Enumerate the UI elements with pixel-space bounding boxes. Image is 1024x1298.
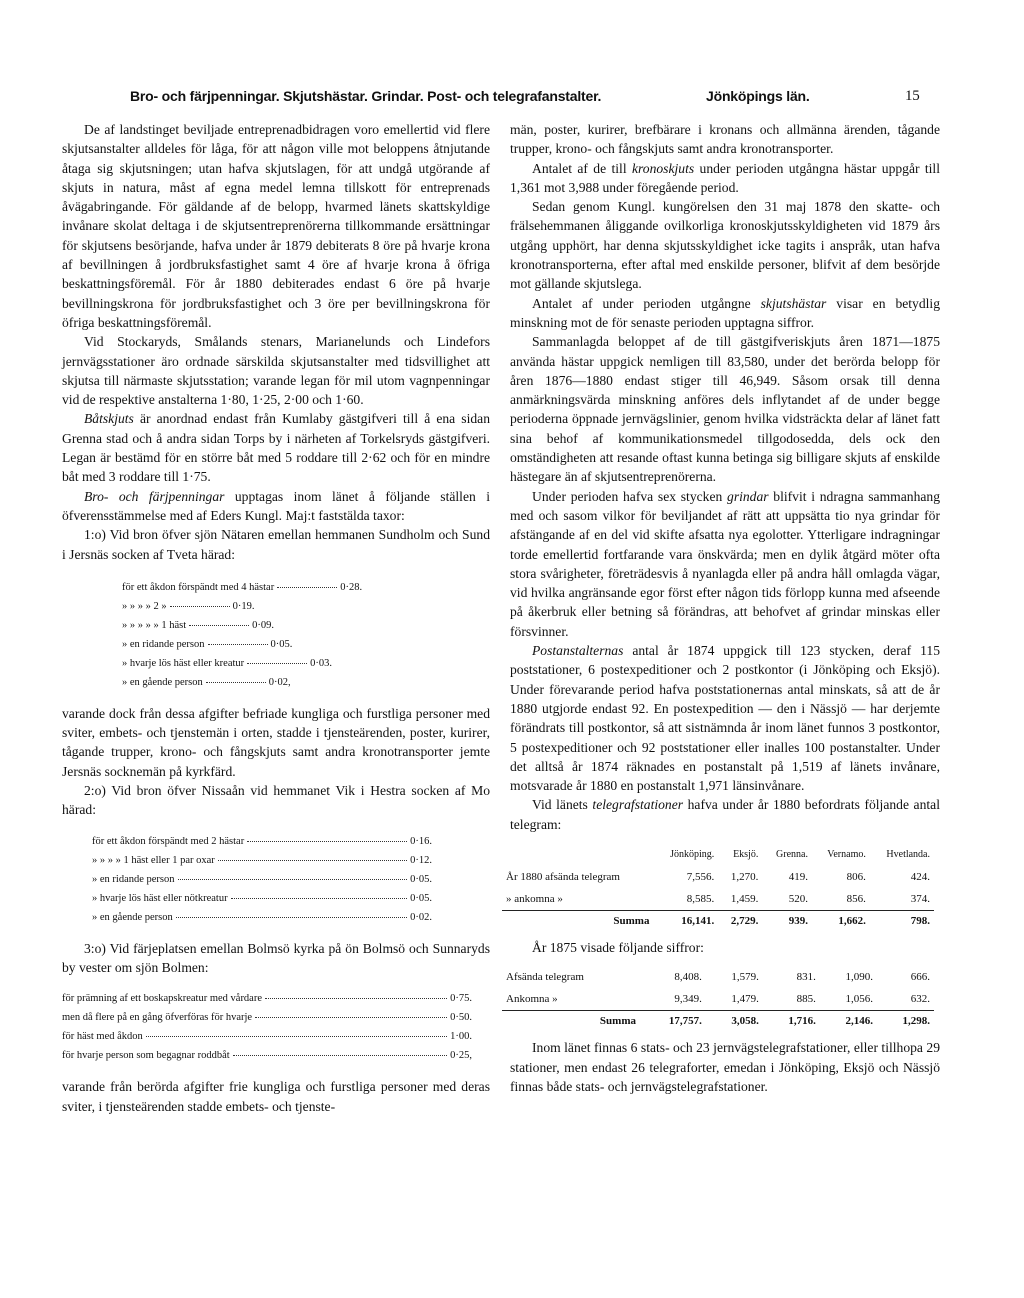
paragraph-text: upptagas inom länet å följande ställen i öfverensstämmelse med af Eders Kungl. Maj:t faststälda taxor: xyxy=(62,488,490,523)
dot-leader xyxy=(231,898,408,899)
emphasis: telegrafstationer xyxy=(592,797,684,813)
paragraph: År 1875 visade följande siffror: xyxy=(532,940,704,956)
fee-row xyxy=(62,989,472,1008)
paragraph-text: Antalet af under perioden utgångne xyxy=(532,295,761,311)
table-cell: 3,058. xyxy=(706,1011,763,1033)
table-cell: 885. xyxy=(796,992,816,1005)
fee-row xyxy=(122,597,422,616)
fee-value: 0·05. xyxy=(270,638,293,650)
fee-list-1 xyxy=(122,578,422,692)
table-cell: 17,757. xyxy=(640,1011,706,1033)
fee-row xyxy=(92,908,432,927)
fee-row xyxy=(92,889,432,908)
paragraph: varande dock från dessa afgifter befriade kungliga och furstliga personer med sviter, embets- och tjenstemän i orten, stadde i tjensteärenden, poster, kurirer, tågande trupper, krono- och fångskjuts samt andra kronotransporter jemte Jersnäs socknemän på kyrkfärd. xyxy=(62,705,490,779)
table-cell: 1,056. xyxy=(845,992,873,1005)
fee-row xyxy=(122,635,422,654)
paragraph-text: under perioden utgångna hästar uppgår till 1,361 mot 3,988 under föregående period. xyxy=(510,160,940,195)
table-cell: 1,716. xyxy=(763,1011,820,1033)
fee-label: för häst med åkdon xyxy=(62,1031,143,1043)
table-cell: 632. xyxy=(910,992,930,1005)
table-cell: 8,408. xyxy=(674,971,702,984)
table-row xyxy=(502,989,934,1011)
fee-row xyxy=(122,578,422,597)
table-cell: 7,556. xyxy=(686,871,715,884)
fee-row xyxy=(122,616,422,635)
paragraph: Vid Stockaryds, Smålands stenars, Marianelunds och Lindefors jernvägsstationer äro ordnade särskilda skjutsanstalter med tidsvillighet att skjutsa till närmaste skjutsstation; varande legan för mil utom vagnpenningar vid de respektive anstalterna 1·80, 1·25, 2·00 och 1·60. xyxy=(62,334,490,408)
paragraph: Sedan genom Kungl. kungörelsen den 31 maj 1878 den skatte- och frälsehemmanen åliggande ovilkorliga kronoskjutsskyldigheten vid 1879 års utgång upphört, har denna skjutsskyldighet icke tagits i anspråk, utan hafva kronotransporterna, efter aftal med enskilde personer, blifvit af dem besörjde mot gällande skjutslega. xyxy=(510,199,940,292)
fee-label: » » » » 2 » xyxy=(122,600,167,612)
table-cell: 1,662. xyxy=(812,910,870,932)
fee-label: » en gående person xyxy=(122,676,203,688)
table-cell: 8,585. xyxy=(686,892,715,905)
table-cell: 1,090. xyxy=(845,971,873,984)
fee-row xyxy=(62,1027,472,1046)
running-header xyxy=(0,88,1024,110)
emphasis: Bro- och färjpenningar xyxy=(84,488,225,504)
table-header-cell: Hvetlanda. xyxy=(886,848,930,860)
paragraph-text: antal år 1874 uppgick till 123 stycken, deraf 115 poststationer, 6 postexpeditioner och 2 postkontor (i Jönköping och Eksjö). Under förevarande period hafva poststationernas antal minskats, så att de år 1880 utgjorde endast 92. En postexpedition — den i Nässjö — har derjemte förändrats till postkontor, så att sistnämnda år inom länet funnos 3 postkontor, 5 postexpeditioner och 92 poststationer eller inalles 100 postanstalter. Under det alltså år 1874 räknades en postanstalt på 1,519 af länets invånare, motsvarade år 1880 en postanstalt 1,971 länsinvånare. xyxy=(510,643,940,794)
table-cell: 1,459. xyxy=(730,892,759,905)
paragraph: Inom länet finnas 6 stats- och 23 jernvägstelegrafstationer, eller tillhopa 29 stationer, men endast 26 telegraforter, emedan i Jönköping, Eksjö och Nässjö finnas både stats- och jernvägstelegrafstationer. xyxy=(510,1040,940,1094)
paragraph: 2:o) Vid bron öfver Nissaån vid hemmanet Vik i Hestra socken af Mo härad: xyxy=(62,783,490,818)
emphasis: skjutshästar xyxy=(760,295,827,311)
dot-leader xyxy=(233,1055,447,1056)
dot-leader xyxy=(255,1017,447,1018)
table-cell: 1,298. xyxy=(877,1011,934,1033)
table-cell: 666. xyxy=(910,971,930,984)
fee-row xyxy=(62,1008,472,1027)
paragraph-text: Under perioden hafva sex stycken xyxy=(532,488,728,504)
fee-label: » hvarje lös häst eller kreatur xyxy=(122,657,245,669)
fee-label: för ett åkdon förspändt med 4 hästar xyxy=(122,581,275,593)
paragraph xyxy=(510,487,940,641)
fee-list-3 xyxy=(62,989,472,1065)
table-cell: 520. xyxy=(788,892,808,905)
dot-leader xyxy=(206,682,266,683)
fee-value: 0·05. xyxy=(410,873,432,885)
table-header-row xyxy=(502,844,934,867)
paragraph xyxy=(510,294,940,333)
table-cell: 1,579. xyxy=(731,971,759,984)
dot-leader xyxy=(218,860,407,861)
header-left: Bro- och färjpenningar. Skjutshästar. Grindar. Post- och telegrafanstalter. xyxy=(130,88,602,104)
dot-leader xyxy=(178,879,408,880)
page-number: 15 xyxy=(905,88,920,104)
fee-label: för ett åkdon förspändt med 2 hästar xyxy=(92,835,245,847)
table-cell: Summa xyxy=(502,910,653,932)
fee-list-2 xyxy=(92,832,432,927)
table-cell: » ankomna » xyxy=(506,892,563,905)
table-cell: Summa xyxy=(502,1011,640,1033)
table-cell: 374. xyxy=(910,892,930,905)
paragraph xyxy=(510,641,940,795)
fee-value: 0·16. xyxy=(410,835,432,847)
fee-label: för prämning af ett boskapskreatur med vårdare xyxy=(62,993,263,1005)
fee-value: 0·75. xyxy=(450,993,472,1005)
table-cell: År 1880 afsända telegram xyxy=(506,871,620,884)
paragraph-text: hafva under år 1880 befordrats följande antal telegram: xyxy=(510,797,940,832)
table-row xyxy=(502,867,934,888)
table-header-cell: Eksjö. xyxy=(733,848,759,860)
table-row xyxy=(502,967,934,988)
paragraph: 3:o) Vid färjeplatsen emellan Bolmsö kyrka på ön Bolmsö och Sunnaryds by vester om sjön Bolmen: xyxy=(62,940,490,975)
dot-leader xyxy=(277,587,337,588)
fee-label: men då flere på en gång öfverföras för hvarje xyxy=(62,1012,253,1024)
fee-label: » » » » » 1 häst xyxy=(122,619,187,631)
paragraph-text: visar en betydlig minskning mot de för senaste perioden upptagna siffror. xyxy=(510,295,940,330)
fee-value: 0·02, xyxy=(268,676,291,688)
emphasis: Båtskjuts xyxy=(84,411,134,427)
left-column xyxy=(62,120,490,1116)
fee-value: 0·05. xyxy=(410,892,432,904)
emphasis: kronoskjuts xyxy=(631,160,695,176)
fee-label: » » » » 1 häst eller 1 par oxar xyxy=(92,854,215,866)
paragraph xyxy=(510,159,940,198)
table-cell: 831. xyxy=(796,971,816,984)
paragraph: män, poster, kurirer, brefbärare i kronans och allmänna ärenden, tågande trupper, krono- och fångskjuts samt andra kronotransporter. xyxy=(510,122,940,157)
table-cell: 2,729. xyxy=(718,910,762,932)
fee-value: 0·25, xyxy=(450,1050,472,1062)
paragraph xyxy=(510,795,940,834)
fee-value: 1·00. xyxy=(450,1031,472,1043)
dot-leader xyxy=(189,625,249,626)
fee-row xyxy=(92,870,432,889)
table-cell: 424. xyxy=(910,871,930,884)
table-sum-row xyxy=(502,1011,934,1033)
table-header-cell: Grenna. xyxy=(776,848,808,860)
fee-label: » en ridande person xyxy=(92,873,175,885)
table-header-cell: Jönköping. xyxy=(670,848,715,860)
fee-row xyxy=(62,1046,472,1065)
table-cell: Afsända telegram xyxy=(506,971,584,984)
paragraph-text: blifvit i ndragna sammanhang med och sasom vilkor för beviljandet af rätt att uppsätta tio nya grindar för afstängande af en del vid skifte afsatta nya egolotter. Ytterligare indragningar torde emellertid fortfarande vara önskvärda; men en dylik åtgärd möter ofta stora svårigheter, företrädesvis å nyanlagda eller på andra håll omlagda vägar, vid hvilka angränsande egor först efter någon tids förlopp kunna med afseende på åkerbruk eller betning så förändras, att behofvet af grindar minskas eller försvinner. xyxy=(510,488,940,639)
table-header-cell xyxy=(502,844,653,867)
dot-leader xyxy=(247,841,407,842)
table-cell: 798. xyxy=(870,910,934,932)
paragraph-text: är anordnad endast från Kumlaby gästgifveri till å ena sidan Grenna stad och å andra sidan Torps by i närheten af Torkelsryds gästgifveri. Legan är bestämd för en större båt med 5 roddare till 2·62 och för en mindre båt med 3 roddare till 1·75. xyxy=(62,411,490,485)
table-cell: Ankomna » xyxy=(506,992,558,1005)
telegram-table-1875 xyxy=(502,967,934,1032)
fee-label: » hvarje lös häst eller nötkreatur xyxy=(92,892,228,904)
paragraph xyxy=(62,409,490,486)
table-cell: 9,349. xyxy=(674,992,702,1005)
table-cell: 856. xyxy=(846,892,866,905)
table-cell: 806. xyxy=(846,871,866,884)
fee-label: » en gående person xyxy=(92,911,173,923)
dot-leader xyxy=(247,663,307,664)
dot-leader xyxy=(208,644,268,645)
emphasis: grindar xyxy=(727,488,769,504)
paragraph: De af landstinget beviljade entreprenadbidragen voro emellertid vid flere skjutsanstalter alldeles för låga, för att någon ville mot beloppens åtnjutande åtaga sig skjutsningen; utan hafva skjutslagen, för att undgå utgörande af skjuts in natura, måst af egna medel lemna tillskott för entreprenads åvägabringande. För gäldande af de belopp, hvarmed länets skattskyldige invånare skolat deltaga i de skjutsentreprenörerna tillkommande ersättningar för skjutsens besörjande, hafva under år 1879 debiterats 8 öre på hvarje krona af bevillningen å jordbruksfastighet samt 4 öre af hvarje krona å öfriga beskattningsföremål. För år 1880 debiterades endast 6 öre på hvarje bevillningskrona för jordbruksfastighet och 3 öre per bevillningskrona för öfriga beskattningsföremål. xyxy=(62,122,490,330)
dot-leader xyxy=(170,606,230,607)
emphasis: Postanstalternas xyxy=(532,643,624,659)
paragraph xyxy=(62,487,490,526)
fee-value: 0·50. xyxy=(450,1012,472,1024)
paragraph: varande från berörda afgifter frie kungliga och furstliga personer med deras sviter, i tjensteärenden stadde embets- och tjenste- xyxy=(62,1079,490,1114)
table-cell: 939. xyxy=(762,910,812,932)
fee-label: för hvarje person som begagnar roddbåt xyxy=(62,1050,230,1062)
dot-leader xyxy=(176,917,407,918)
table-cell: 419. xyxy=(788,871,808,884)
fee-value: 0·02. xyxy=(410,911,432,923)
table-cell: 1,479. xyxy=(731,992,759,1005)
table-cell: 1,270. xyxy=(730,871,759,884)
dot-leader xyxy=(146,1036,447,1037)
paragraph-text: Antalet af de till xyxy=(532,160,632,176)
fee-row xyxy=(122,654,422,673)
table-cell: 2,146. xyxy=(820,1011,877,1033)
header-right: Jönköpings län. xyxy=(706,88,810,104)
table-sum-row xyxy=(502,910,934,932)
table-row xyxy=(502,889,934,911)
fee-row xyxy=(92,832,432,851)
right-column xyxy=(506,120,940,1096)
fee-value: 0·28. xyxy=(340,581,363,593)
paragraph: Sammanlagda beloppet af de till gästgifveriskjuts åren 1871—1875 använda hästar uppgick nemligen till 83,580, under det berörda belopp för åren 1876—1880 endast stiger till 46,949. Såsom orsak till denna anmärkningsvärda minskning anföres dels inflytandet af de under begge perioderna öppnade jernvägslinier, genom hvilka vidsträckta delar af länet fatt sina behof af kommunikationsmedel tillgodosedda, dels ock den omständigheten att resande oftast kunna betinga sig billigare skjuts af enskilde hästegare än af skjutsentreprenörerna. xyxy=(510,334,940,485)
paragraph: 1:o) Vid bron öfver sjön Nätaren emellan hemmanen Sundholm och Sund i Jersnäs socken af Tveta härad: xyxy=(62,527,490,562)
fee-row xyxy=(92,851,432,870)
telegram-table-1880 xyxy=(502,844,934,932)
fee-value: 0·09. xyxy=(252,619,275,631)
fee-label: » en ridande person xyxy=(122,638,205,650)
paragraph-text: Vid länets xyxy=(532,797,593,813)
fee-row xyxy=(122,673,422,692)
table-cell: 16,141. xyxy=(653,910,718,932)
table-header-cell: Vernamo. xyxy=(827,848,866,860)
fee-value: 0·03. xyxy=(310,657,333,669)
dot-leader xyxy=(265,998,447,999)
fee-value: 0·12. xyxy=(410,854,432,866)
fee-value: 0·19. xyxy=(232,600,255,612)
